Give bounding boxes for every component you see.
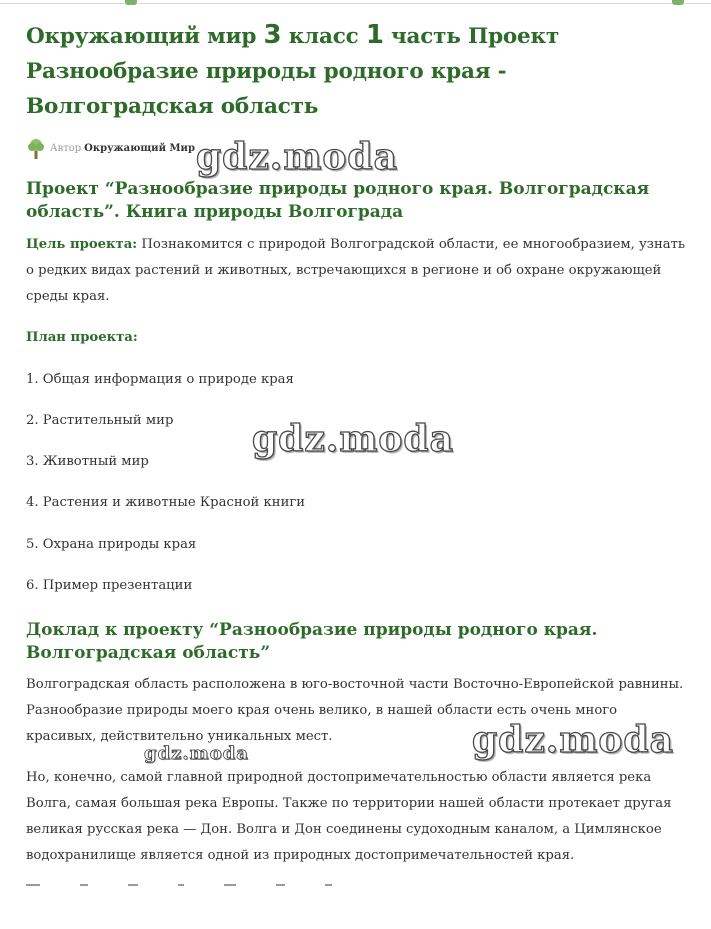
project-goal bbox=[26, 232, 686, 310]
watermark: gdz.moda bbox=[252, 418, 454, 460]
top-divider bbox=[0, 3, 711, 4]
project-heading: Проект “Разнообразие природы родного края. Волгоградская область”. Книга природы Волгограда bbox=[26, 179, 650, 222]
tree-icon bbox=[26, 137, 46, 159]
watermark: gdz.moda bbox=[472, 719, 674, 761]
plan-label-text: План проекта: bbox=[26, 330, 138, 345]
page-title bbox=[26, 18, 696, 124]
goal-text: Познакомится с природой Волгоградской области, ее многообразием, узнать о редких видах растений и животных, встречающихся в регионе и об охране окружающей среды края. bbox=[26, 237, 686, 304]
top-bar bbox=[0, 0, 711, 6]
author-link[interactable]: Окружающий Мир bbox=[84, 142, 195, 154]
watermark: gdz.moda bbox=[144, 743, 249, 764]
top-accent-left bbox=[125, 0, 137, 5]
title-part: часть Проект Разнообразие природы родного края - Волгоградская область bbox=[26, 24, 559, 119]
plan-item: 5. Охрана природы края bbox=[26, 537, 197, 552]
plan-label bbox=[26, 325, 686, 351]
goal-label: Цель проекта: bbox=[26, 237, 138, 252]
plan-item: 2. Растительный мир bbox=[26, 413, 174, 428]
watermark: gdz.moda bbox=[196, 136, 398, 178]
title-grade-number: 3 bbox=[263, 20, 282, 50]
title-part: Окружающий мир bbox=[26, 24, 264, 49]
cut-off-text-line bbox=[26, 884, 586, 888]
title-part-number: 1 bbox=[365, 20, 384, 50]
report-paragraph: Волгоградская область расположена в юго-восточной части Восточно-Европейской равнины. Разнообразие природы моего края очень велико, в нашей области есть очень много красивых, действительно уникальных мест. bbox=[26, 677, 684, 744]
report-paragraph: Но, конечно, самой главной природной достопримечательностью области является река Волга, самая большая река Европы. Также по территории нашей области протекает другая великая русская река — Дон. Волга и Дон соединены судоходным каналом, а Цимлянское водохранилище является одной из природных достопримечательностей края. bbox=[26, 770, 672, 863]
report-heading: Доклад к проекту “Разнообразие природы родного края. Волгоградская область” bbox=[26, 620, 598, 663]
plan-item: 1. Общая информация о природе края bbox=[26, 372, 294, 387]
author-label: Автор bbox=[50, 142, 82, 154]
top-accent-right bbox=[672, 0, 684, 5]
plan-item: 6. Пример презентации bbox=[26, 578, 193, 593]
plan-item: 3. Животный мир bbox=[26, 454, 149, 469]
author-line bbox=[26, 137, 195, 159]
title-part: класс bbox=[281, 24, 366, 49]
plan-item: 4. Растения и животные Красной книги bbox=[26, 495, 306, 510]
